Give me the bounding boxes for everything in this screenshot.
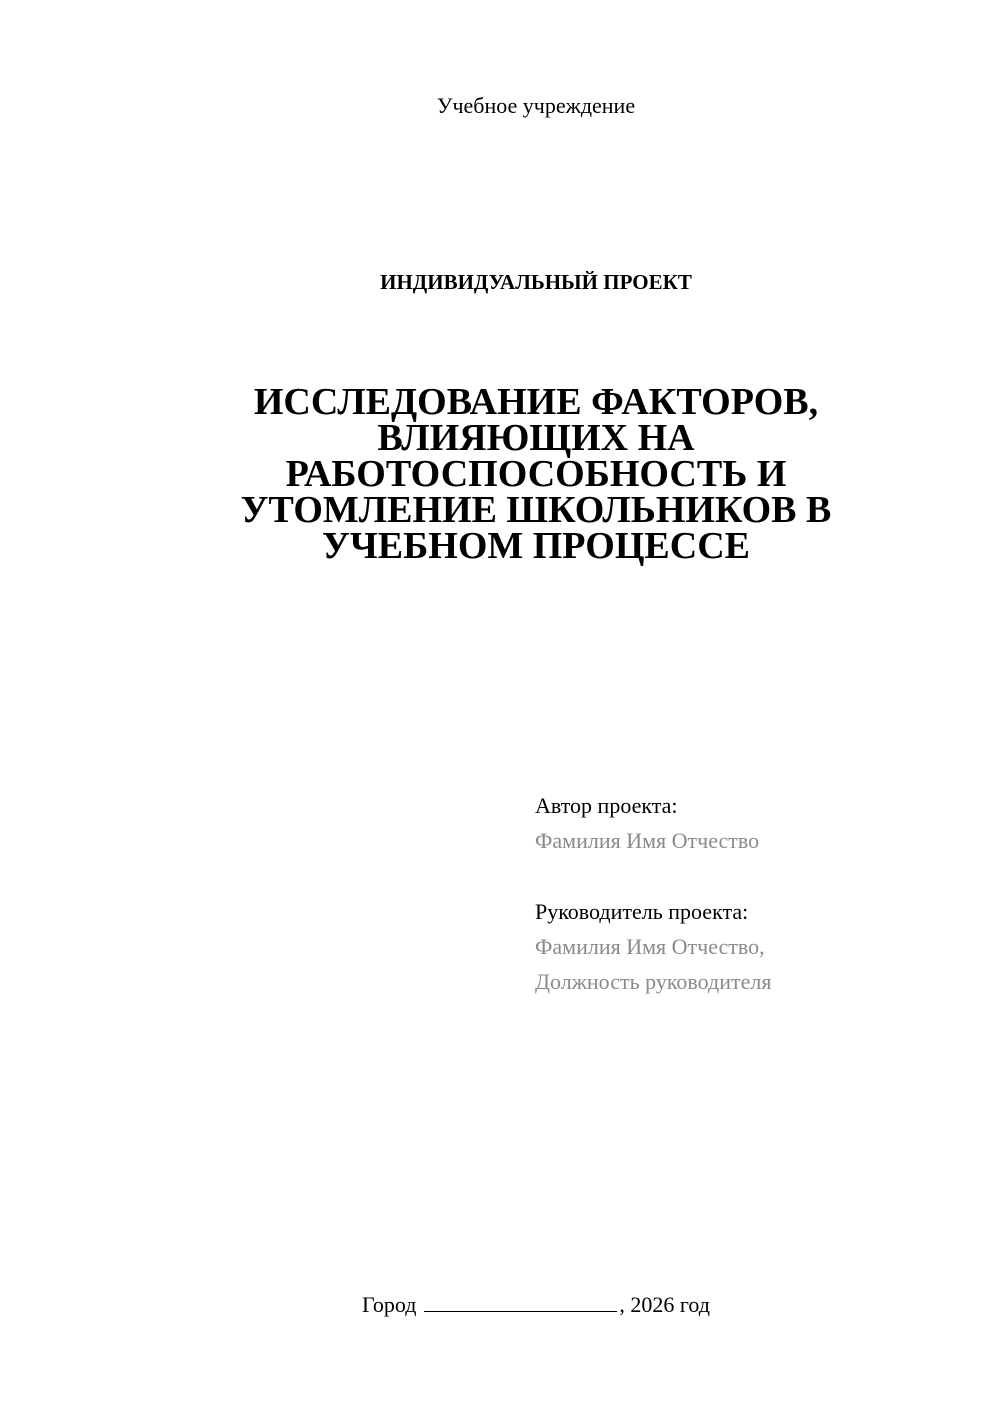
supervisor-label: Руководитель проекта: [535, 899, 749, 924]
project-title [200, 381, 872, 567]
author-name-placeholder: Фамилия Имя Отчество [535, 828, 760, 853]
project-type-heading: ИНДИВИДУАЛЬНЫЙ ПРОЕКТ [380, 270, 692, 294]
supervisor-name-placeholder: Фамилия Имя Отчество, [535, 934, 765, 959]
project-title-line: УТОМЛЕНИЕ ШКОЛЬНИКОВ В [240, 489, 832, 531]
city-label: Город [362, 1292, 417, 1317]
year-text: , 2026 год [619, 1292, 710, 1317]
author-block [535, 788, 975, 858]
institution-name: Учебное учреждение [436, 93, 636, 118]
author-label: Автор проекта: [535, 793, 678, 818]
project-title-line: ВЛИЯЮЩИХ НА [377, 417, 695, 459]
project-title-line: ИССЛЕДОВАНИЕ ФАКТОРОВ, [253, 381, 819, 423]
project-title-line: УЧЕБНОМ ПРОЦЕССЕ [322, 525, 750, 567]
city-year-line [0, 1290, 1000, 1320]
city-blank-line [424, 1291, 617, 1312]
supervisor-position-placeholder: Должность руководителя [535, 969, 772, 994]
supervisor-block [535, 894, 975, 999]
project-title-line: РАБОТОСПОСОБНОСТЬ И [285, 453, 787, 495]
